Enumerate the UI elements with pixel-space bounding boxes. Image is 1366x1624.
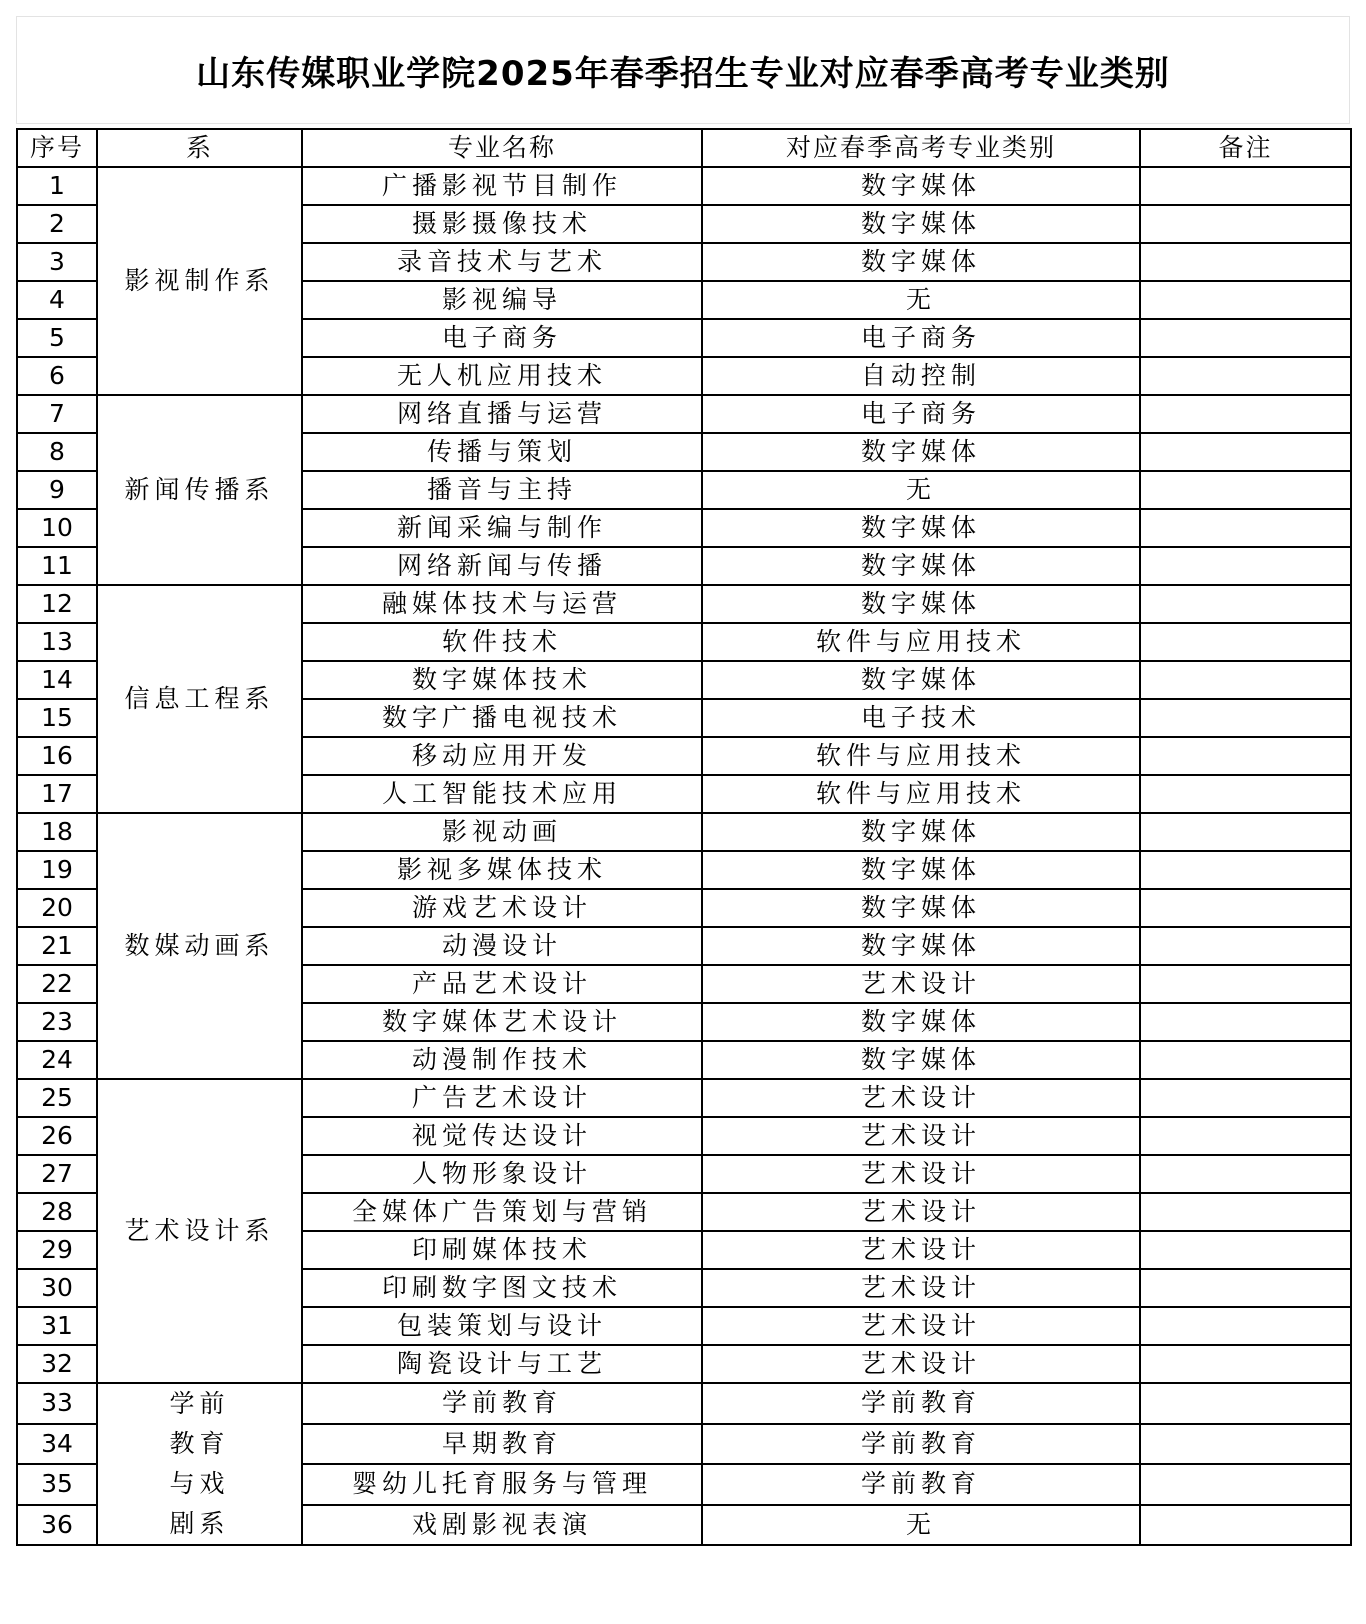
cell-major: 数字媒体艺术设计 bbox=[302, 1003, 702, 1041]
cell-seq: 4 bbox=[17, 281, 97, 319]
cell-note bbox=[1140, 585, 1351, 623]
cell-seq: 24 bbox=[17, 1041, 97, 1079]
cell-note bbox=[1140, 1079, 1351, 1117]
cell-major: 产品艺术设计 bbox=[302, 965, 702, 1003]
cell-category: 数字媒体 bbox=[702, 813, 1140, 851]
cell-seq: 9 bbox=[17, 471, 97, 509]
cell-major: 视觉传达设计 bbox=[302, 1117, 702, 1155]
cell-department: 学前教育与戏剧系 bbox=[97, 1383, 302, 1545]
cell-category: 数字媒体 bbox=[702, 205, 1140, 243]
cell-major: 融媒体技术与运营 bbox=[302, 585, 702, 623]
cell-category: 艺术设计 bbox=[702, 1269, 1140, 1307]
cell-note bbox=[1140, 965, 1351, 1003]
cell-category: 艺术设计 bbox=[702, 1117, 1140, 1155]
cell-seq: 36 bbox=[17, 1505, 97, 1546]
cell-major: 动漫制作技术 bbox=[302, 1041, 702, 1079]
cell-major: 包装策划与设计 bbox=[302, 1307, 702, 1345]
cell-category: 数字媒体 bbox=[702, 433, 1140, 471]
cell-seq: 7 bbox=[17, 395, 97, 433]
cell-category: 艺术设计 bbox=[702, 1193, 1140, 1231]
cell-category: 电子商务 bbox=[702, 319, 1140, 357]
cell-department: 影视制作系 bbox=[97, 167, 302, 395]
cell-major: 无人机应用技术 bbox=[302, 357, 702, 395]
cell-category: 无 bbox=[702, 471, 1140, 509]
table-row bbox=[17, 167, 1351, 205]
cell-major: 游戏艺术设计 bbox=[302, 889, 702, 927]
cell-seq: 21 bbox=[17, 927, 97, 965]
majors-table bbox=[16, 128, 1352, 1546]
cell-department: 艺术设计系 bbox=[97, 1079, 302, 1383]
cell-major: 影视多媒体技术 bbox=[302, 851, 702, 889]
cell-seq: 10 bbox=[17, 509, 97, 547]
cell-major: 人物形象设计 bbox=[302, 1155, 702, 1193]
cell-major: 动漫设计 bbox=[302, 927, 702, 965]
cell-category: 数字媒体 bbox=[702, 851, 1140, 889]
cell-note bbox=[1140, 813, 1351, 851]
cell-note bbox=[1140, 1464, 1351, 1505]
cell-category: 软件与应用技术 bbox=[702, 623, 1140, 661]
cell-note bbox=[1140, 243, 1351, 281]
cell-major: 录音技术与艺术 bbox=[302, 243, 702, 281]
cell-seq: 2 bbox=[17, 205, 97, 243]
cell-seq: 31 bbox=[17, 1307, 97, 1345]
cell-seq: 25 bbox=[17, 1079, 97, 1117]
cell-note bbox=[1140, 471, 1351, 509]
cell-note bbox=[1140, 623, 1351, 661]
cell-major: 印刷媒体技术 bbox=[302, 1231, 702, 1269]
cell-note bbox=[1140, 1424, 1351, 1465]
cell-seq: 34 bbox=[17, 1424, 97, 1465]
cell-note bbox=[1140, 851, 1351, 889]
header-dept: 系 bbox=[97, 129, 302, 167]
cell-seq: 13 bbox=[17, 623, 97, 661]
cell-category: 学前教育 bbox=[702, 1424, 1140, 1465]
cell-category: 艺术设计 bbox=[702, 1155, 1140, 1193]
cell-seq: 18 bbox=[17, 813, 97, 851]
cell-note bbox=[1140, 1383, 1351, 1424]
cell-major: 戏剧影视表演 bbox=[302, 1505, 702, 1546]
table-row bbox=[17, 1079, 1351, 1117]
cell-note bbox=[1140, 319, 1351, 357]
cell-note bbox=[1140, 889, 1351, 927]
cell-seq: 32 bbox=[17, 1345, 97, 1383]
cell-major: 数字媒体技术 bbox=[302, 661, 702, 699]
cell-note bbox=[1140, 661, 1351, 699]
cell-category: 软件与应用技术 bbox=[702, 737, 1140, 775]
cell-seq: 16 bbox=[17, 737, 97, 775]
header-row bbox=[17, 129, 1351, 167]
cell-category: 无 bbox=[702, 1505, 1140, 1546]
cell-major: 数字广播电视技术 bbox=[302, 699, 702, 737]
cell-seq: 19 bbox=[17, 851, 97, 889]
cell-major: 婴幼儿托育服务与管理 bbox=[302, 1464, 702, 1505]
cell-seq: 5 bbox=[17, 319, 97, 357]
cell-note bbox=[1140, 927, 1351, 965]
cell-seq: 12 bbox=[17, 585, 97, 623]
cell-seq: 22 bbox=[17, 965, 97, 1003]
cell-category: 电子商务 bbox=[702, 395, 1140, 433]
cell-major: 早期教育 bbox=[302, 1424, 702, 1465]
cell-major: 网络新闻与传播 bbox=[302, 547, 702, 585]
header-major: 专业名称 bbox=[302, 129, 702, 167]
cell-note bbox=[1140, 1505, 1351, 1546]
cell-department: 新闻传播系 bbox=[97, 395, 302, 585]
cell-note bbox=[1140, 167, 1351, 205]
cell-major: 传播与策划 bbox=[302, 433, 702, 471]
cell-major: 人工智能技术应用 bbox=[302, 775, 702, 813]
cell-seq: 27 bbox=[17, 1155, 97, 1193]
cell-category: 自动控制 bbox=[702, 357, 1140, 395]
cell-category: 艺术设计 bbox=[702, 1307, 1140, 1345]
cell-seq: 11 bbox=[17, 547, 97, 585]
cell-category: 艺术设计 bbox=[702, 1345, 1140, 1383]
cell-major: 影视编导 bbox=[302, 281, 702, 319]
cell-category: 数字媒体 bbox=[702, 1003, 1140, 1041]
cell-major: 全媒体广告策划与营销 bbox=[302, 1193, 702, 1231]
cell-major: 软件技术 bbox=[302, 623, 702, 661]
title-box bbox=[16, 16, 1350, 124]
cell-category: 数字媒体 bbox=[702, 585, 1140, 623]
cell-category: 艺术设计 bbox=[702, 1079, 1140, 1117]
cell-note bbox=[1140, 1345, 1351, 1383]
cell-note bbox=[1140, 205, 1351, 243]
cell-major: 印刷数字图文技术 bbox=[302, 1269, 702, 1307]
cell-category: 数字媒体 bbox=[702, 167, 1140, 205]
cell-major: 移动应用开发 bbox=[302, 737, 702, 775]
cell-category: 艺术设计 bbox=[702, 1231, 1140, 1269]
cell-note bbox=[1140, 357, 1351, 395]
cell-category: 软件与应用技术 bbox=[702, 775, 1140, 813]
cell-seq: 6 bbox=[17, 357, 97, 395]
cell-note bbox=[1140, 395, 1351, 433]
cell-note bbox=[1140, 737, 1351, 775]
header-note: 备注 bbox=[1140, 129, 1351, 167]
cell-note bbox=[1140, 509, 1351, 547]
cell-major: 学前教育 bbox=[302, 1383, 702, 1424]
cell-seq: 33 bbox=[17, 1383, 97, 1424]
cell-department: 数媒动画系 bbox=[97, 813, 302, 1079]
cell-category: 数字媒体 bbox=[702, 243, 1140, 281]
cell-note bbox=[1140, 775, 1351, 813]
cell-seq: 1 bbox=[17, 167, 97, 205]
table-body bbox=[17, 167, 1351, 1545]
cell-note bbox=[1140, 1193, 1351, 1231]
cell-note bbox=[1140, 1269, 1351, 1307]
table-row bbox=[17, 1383, 1351, 1424]
table-row bbox=[17, 813, 1351, 851]
cell-department: 信息工程系 bbox=[97, 585, 302, 813]
cell-note bbox=[1140, 433, 1351, 471]
cell-category: 数字媒体 bbox=[702, 1041, 1140, 1079]
cell-major: 广告艺术设计 bbox=[302, 1079, 702, 1117]
cell-category: 数字媒体 bbox=[702, 889, 1140, 927]
cell-category: 学前教育 bbox=[702, 1383, 1140, 1424]
cell-major: 摄影摄像技术 bbox=[302, 205, 702, 243]
cell-seq: 3 bbox=[17, 243, 97, 281]
table-row bbox=[17, 395, 1351, 433]
cell-seq: 30 bbox=[17, 1269, 97, 1307]
cell-major: 电子商务 bbox=[302, 319, 702, 357]
cell-note bbox=[1140, 699, 1351, 737]
cell-category: 艺术设计 bbox=[702, 965, 1140, 1003]
cell-seq: 15 bbox=[17, 699, 97, 737]
cell-seq: 23 bbox=[17, 1003, 97, 1041]
cell-note bbox=[1140, 1003, 1351, 1041]
table-row bbox=[17, 585, 1351, 623]
cell-note bbox=[1140, 1307, 1351, 1345]
cell-note bbox=[1140, 1155, 1351, 1193]
cell-note bbox=[1140, 547, 1351, 585]
cell-note bbox=[1140, 1231, 1351, 1269]
cell-major: 新闻采编与制作 bbox=[302, 509, 702, 547]
cell-major: 网络直播与运营 bbox=[302, 395, 702, 433]
cell-seq: 29 bbox=[17, 1231, 97, 1269]
cell-note bbox=[1140, 1117, 1351, 1155]
cell-major: 播音与主持 bbox=[302, 471, 702, 509]
header-category: 对应春季高考专业类别 bbox=[702, 129, 1140, 167]
page-title: 山东传媒职业学院2025年春季招生专业对应春季高考专业类别 bbox=[196, 53, 1170, 94]
cell-category: 数字媒体 bbox=[702, 547, 1140, 585]
cell-note bbox=[1140, 1041, 1351, 1079]
cell-seq: 28 bbox=[17, 1193, 97, 1231]
cell-category: 学前教育 bbox=[702, 1464, 1140, 1505]
cell-category: 数字媒体 bbox=[702, 661, 1140, 699]
cell-category: 数字媒体 bbox=[702, 927, 1140, 965]
cell-seq: 26 bbox=[17, 1117, 97, 1155]
cell-note bbox=[1140, 281, 1351, 319]
header-seq: 序号 bbox=[17, 129, 97, 167]
cell-category: 数字媒体 bbox=[702, 509, 1140, 547]
cell-seq: 17 bbox=[17, 775, 97, 813]
cell-major: 陶瓷设计与工艺 bbox=[302, 1345, 702, 1383]
cell-major: 影视动画 bbox=[302, 813, 702, 851]
cell-seq: 35 bbox=[17, 1464, 97, 1505]
cell-category: 无 bbox=[702, 281, 1140, 319]
cell-seq: 20 bbox=[17, 889, 97, 927]
cell-seq: 8 bbox=[17, 433, 97, 471]
cell-seq: 14 bbox=[17, 661, 97, 699]
cell-major: 广播影视节目制作 bbox=[302, 167, 702, 205]
cell-category: 电子技术 bbox=[702, 699, 1140, 737]
